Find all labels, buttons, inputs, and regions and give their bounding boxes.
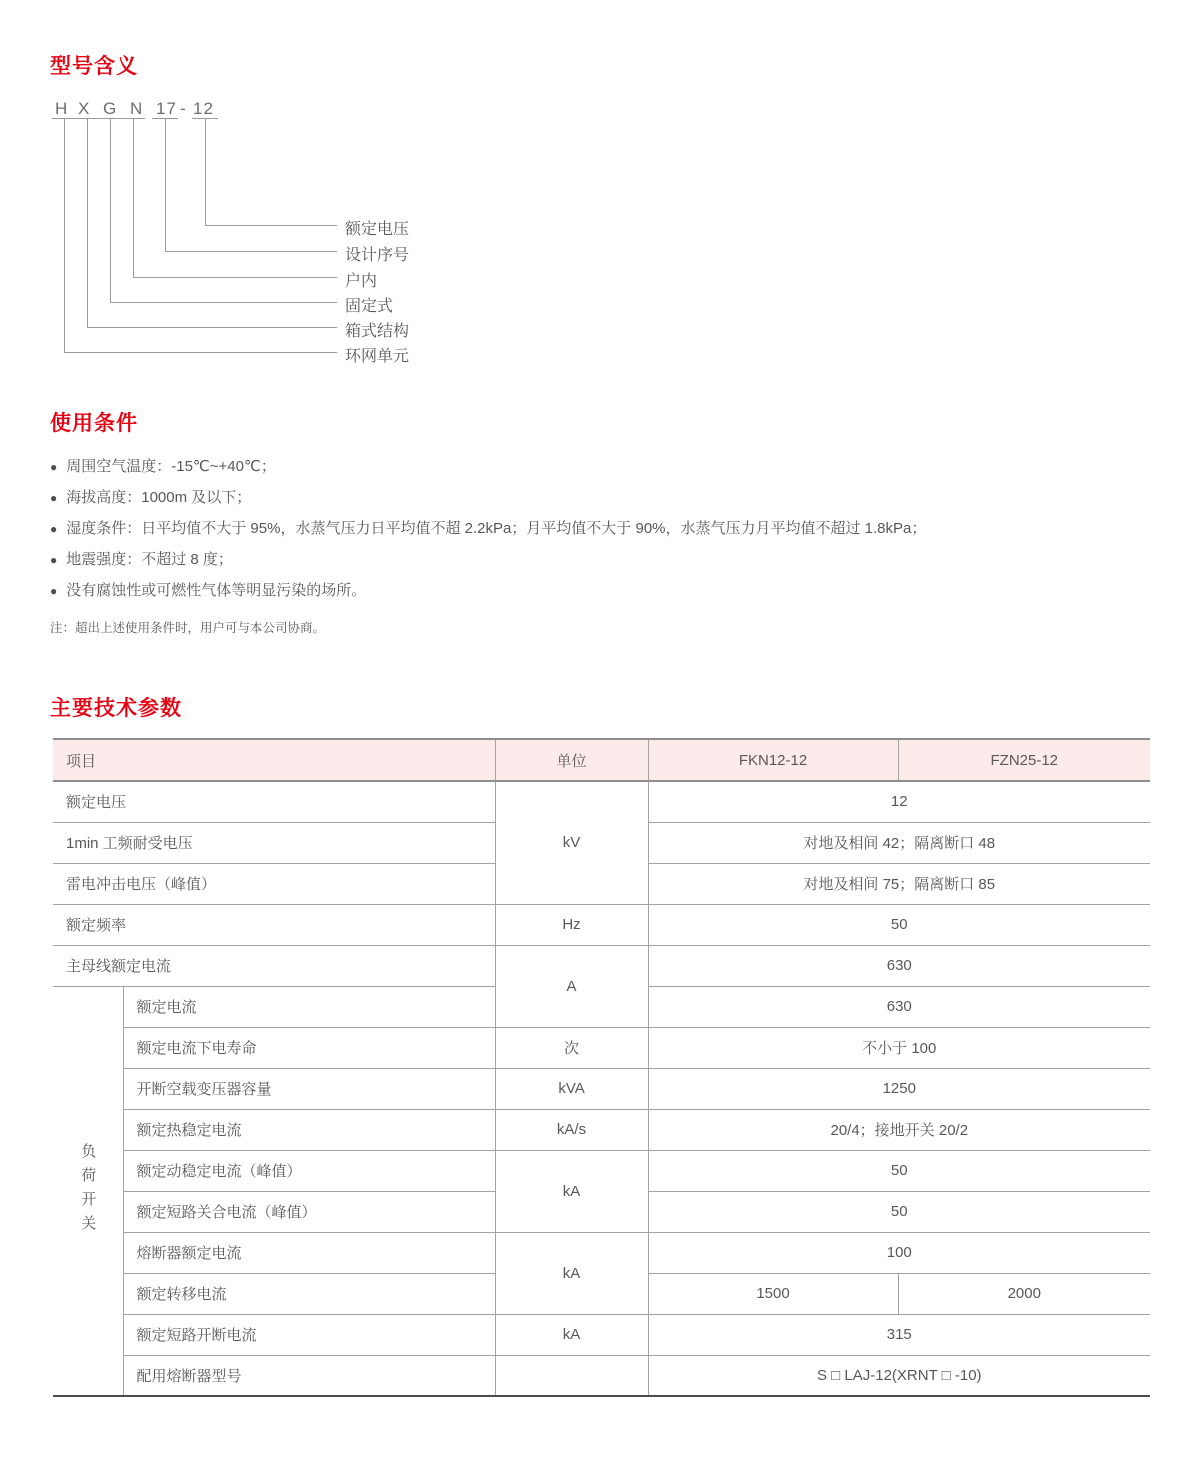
params-section-title: 主要技术参数 — [50, 697, 182, 720]
unit-cell: kA/s — [495, 1109, 648, 1150]
model-diagram-line — [165, 119, 166, 251]
bullet-icon: ● — [50, 553, 58, 567]
value-cell: 1250 — [648, 1068, 1150, 1109]
item-cell: 开断空载变压器容量 — [123, 1068, 495, 1109]
tech-params-table — [53, 738, 1150, 1397]
bullet-icon: ● — [50, 584, 58, 598]
table-row — [53, 1314, 1150, 1355]
value-cell: 50 — [648, 1150, 1150, 1191]
unit-cell: kA — [495, 1232, 648, 1314]
value-cell: 50 — [648, 904, 1150, 945]
condition-text: 没有腐蚀性或可燃性气体等明显污染的场所。 — [66, 582, 367, 599]
model-code-part: 17 — [156, 99, 177, 118]
unit-cell: kV — [495, 781, 648, 904]
model-diagram-line — [165, 251, 337, 252]
item-cell: 配用熔断器型号 — [123, 1355, 495, 1396]
value-cell: 12 — [648, 781, 1150, 822]
value-cell: 630 — [648, 986, 1150, 1027]
value-cell: 2000 — [898, 1273, 1150, 1314]
model-code-part: - — [180, 99, 187, 118]
model-meaning-label: 设计序号 — [345, 247, 410, 264]
model-meaning-label: 固定式 — [345, 298, 394, 315]
header-col1: FKN12-12 — [648, 739, 898, 781]
item-cell: 额定短路开断电流 — [123, 1314, 495, 1355]
model-diagram-line — [133, 119, 134, 277]
table-row — [53, 1355, 1150, 1396]
table-row — [53, 1068, 1150, 1109]
table-row — [53, 1150, 1150, 1191]
table-header-row — [53, 739, 1150, 781]
item-cell: 额定转移电流 — [123, 1273, 495, 1314]
model-meaning-label: 额定电压 — [345, 221, 410, 238]
conditions-section-title: 使用条件 — [50, 412, 138, 435]
model-code-part: N — [130, 99, 144, 118]
unit-cell: kVA — [495, 1068, 648, 1109]
unit-cell: kA — [495, 1314, 648, 1355]
bullet-icon: ● — [50, 491, 58, 505]
value-cell: 1500 — [648, 1273, 898, 1314]
value-cell: S □ LAJ-12(XRNT □ -10) — [648, 1355, 1150, 1396]
item-cell: 熔断器额定电流 — [123, 1232, 495, 1273]
condition-item — [50, 580, 1160, 602]
value-cell: 100 — [648, 1232, 1150, 1273]
value-cell: 不小于 100 — [648, 1027, 1150, 1068]
value-cell: 对地及相间 42；隔离断口 48 — [648, 822, 1150, 863]
condition-text: 地震强度：不超过 8 度； — [66, 551, 233, 568]
condition-item — [50, 549, 1160, 571]
item-cell: 1min 工频耐受电压 — [53, 822, 495, 863]
group-label: 负荷开关 — [79, 1142, 97, 1239]
model-code-part: G — [103, 99, 118, 118]
model-diagram-line — [87, 119, 88, 327]
table-row — [53, 1027, 1150, 1068]
model-meaning-label: 环网单元 — [345, 348, 410, 365]
table-row — [53, 945, 1150, 986]
model-diagram-line — [110, 302, 337, 303]
table-row — [53, 781, 1150, 822]
unit-cell: A — [495, 945, 648, 1027]
model-meaning-label: 箱式结构 — [345, 323, 410, 340]
condition-text: 海拔高度：1000m 及以下； — [66, 489, 252, 506]
unit-cell: kA — [495, 1150, 648, 1232]
value-cell: 对地及相间 75；隔离断口 85 — [648, 863, 1150, 904]
model-diagram-line — [205, 119, 206, 225]
model-diagram-line — [87, 327, 337, 328]
model-diagram-line — [133, 277, 337, 278]
table-row — [53, 1109, 1150, 1150]
model-diagram-line — [64, 119, 65, 352]
condition-text: 湿度条件：日平均值不大于 95%，水蒸气压力日平均值不超 2.2kPa；月平均值不大于 90%，水蒸气压力月平均值不超过 1.8kPa； — [66, 520, 927, 537]
value-cell: 315 — [648, 1314, 1150, 1355]
model-diagram-line — [205, 225, 337, 226]
item-cell: 额定动稳定电流（峰值） — [123, 1150, 495, 1191]
item-cell: 雷电冲击电压（峰值） — [53, 863, 495, 904]
table-row — [53, 904, 1150, 945]
header-item: 项目 — [53, 739, 495, 781]
condition-text: 周围空气温度：-15℃~+40℃； — [66, 458, 276, 475]
group-cell — [53, 986, 123, 1396]
bullet-icon: ● — [50, 522, 58, 536]
item-cell: 额定热稳定电流 — [123, 1109, 495, 1150]
item-cell: 额定电流下电寿命 — [123, 1027, 495, 1068]
condition-item — [50, 518, 1160, 540]
model-diagram-line — [110, 119, 111, 302]
item-cell: 额定短路关合电流（峰值） — [123, 1191, 495, 1232]
value-cell: 630 — [648, 945, 1150, 986]
value-cell: 20/4；接地开关 20/2 — [648, 1109, 1150, 1150]
condition-item — [50, 456, 1160, 478]
value-cell: 50 — [648, 1191, 1150, 1232]
model-diagram-line — [64, 352, 337, 353]
item-cell: 额定电流 — [123, 986, 495, 1027]
header-unit: 单位 — [495, 739, 648, 781]
model-code-part: H — [55, 99, 69, 118]
unit-cell: Hz — [495, 904, 648, 945]
model-section-title: 型号含义 — [50, 55, 138, 78]
item-cell: 主母线额定电流 — [53, 945, 495, 986]
condition-item — [50, 487, 1160, 509]
table-row — [53, 1232, 1150, 1273]
bullet-icon: ● — [50, 460, 58, 474]
header-col2: FZN25-12 — [898, 739, 1150, 781]
unit-cell: 次 — [495, 1027, 648, 1068]
item-cell: 额定频率 — [53, 904, 495, 945]
model-code-part: X — [78, 99, 91, 118]
unit-cell — [495, 1355, 648, 1396]
model-code-part: 12 — [193, 99, 214, 118]
model-meaning-label: 户内 — [345, 273, 378, 290]
item-cell: 额定电压 — [53, 781, 495, 822]
conditions-note: 注：超出上述使用条件时，用户可与本公司协商。 — [50, 621, 326, 635]
conditions-list — [50, 456, 1160, 611]
